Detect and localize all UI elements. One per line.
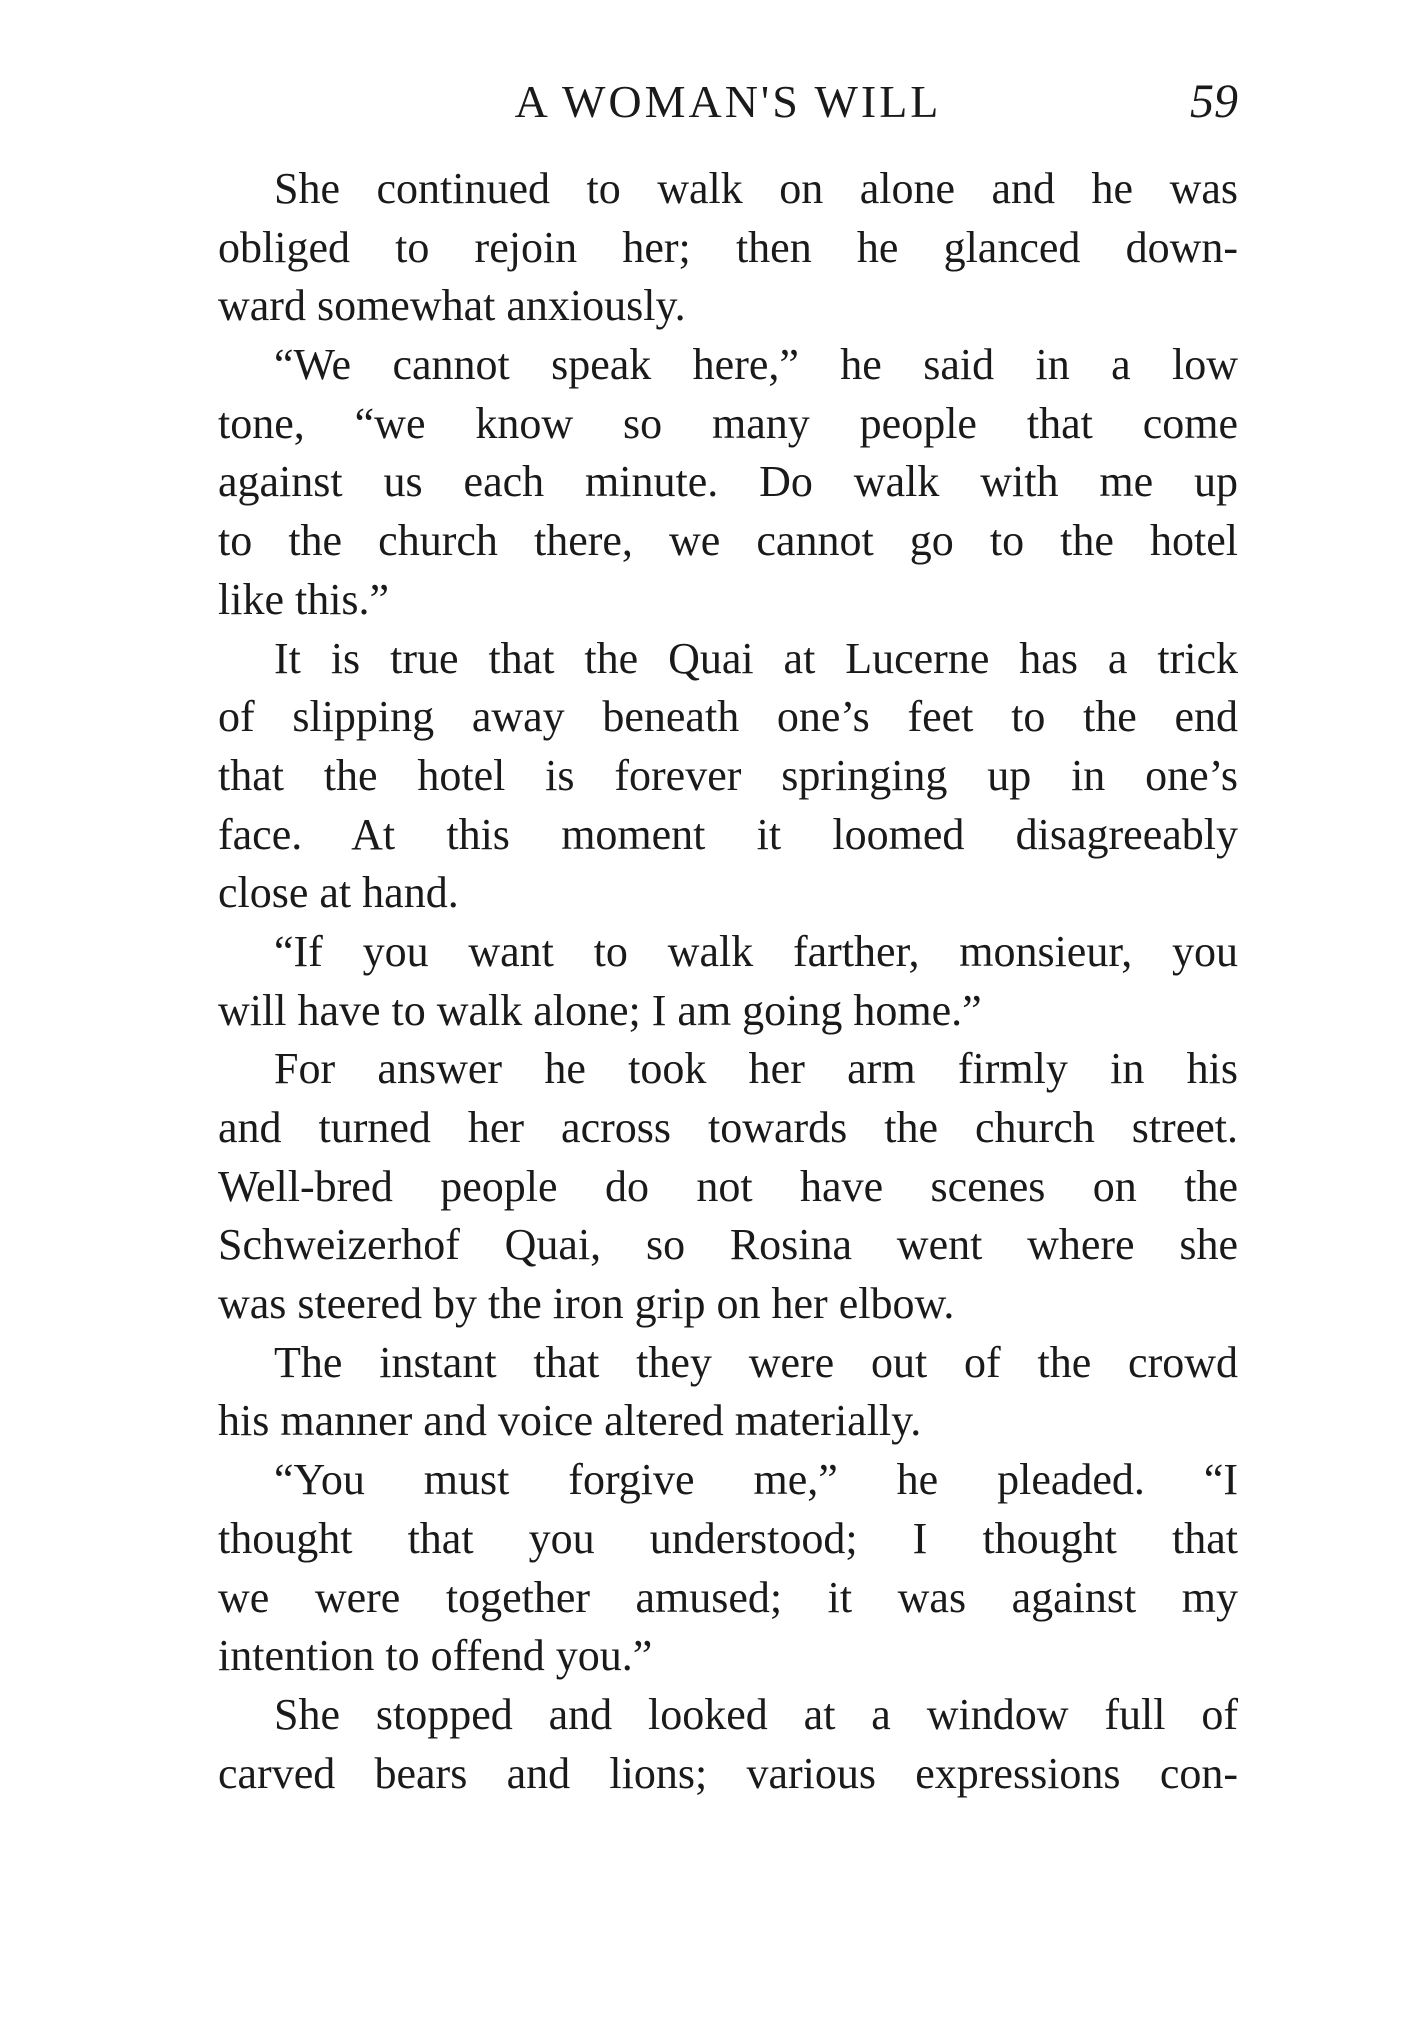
text-line: carved bears and lions; various expressions con- [218,1748,1238,1798]
text-line: Well-bred people do not have scenes on the [218,1161,1238,1211]
text-line: For answer he took her arm firmly in his [274,1044,1238,1094]
text-line: intention to offend you.” [218,1631,653,1681]
text-line: tone, “we know so many people that come [218,398,1238,448]
running-head [218,72,1238,132]
text-line: “You must forgive me,” he pleaded. “I [274,1455,1238,1505]
text-line: close at hand. [218,868,459,918]
text-line: “We cannot speak here,” he said in a low [274,340,1238,390]
text-line: of slipping away beneath one’s feet to the end [218,692,1238,742]
running-title: A WOMAN'S WILL [514,76,942,127]
text-line: his manner and voice altered materially. [218,1396,922,1446]
text-line: that the hotel is forever springing up in one’s [218,750,1238,800]
text-line: we were together amused; it was against my [218,1572,1238,1622]
text-line: like this.” [218,574,390,624]
text-line: The instant that they were out of the crowd [274,1337,1238,1387]
page-number: 59 [1190,75,1238,128]
text-line: She stopped and looked at a window full of [274,1689,1238,1739]
text-line: “If you want to walk farther, monsieur, you [274,926,1238,976]
text-line: She continued to walk on alone and he was [274,164,1238,213]
text-line: against us each minute. Do walk with me up [218,457,1238,507]
text-line: and turned her across towards the church street. [218,1103,1238,1152]
body-text [218,160,1238,1860]
text-line: ward somewhat anxiously. [218,281,686,331]
text-line: to the church there, we cannot go to the hotel [218,516,1238,566]
text-line: It is true that the Quai at Lucerne has a trick [274,633,1238,683]
text-line: will have to walk alone; I am going home.” [218,985,982,1035]
text-line: thought that you understood; I thought that [218,1513,1238,1563]
text-line: obliged to rejoin her; then he glanced down- [218,222,1238,272]
text-line: was steered by the iron grip on her elbow. [218,1279,955,1329]
text-line: Schweizerhof Quai, so Rosina went where she [218,1220,1238,1270]
text-line: face. At this moment it loomed disagreeably [218,809,1238,859]
